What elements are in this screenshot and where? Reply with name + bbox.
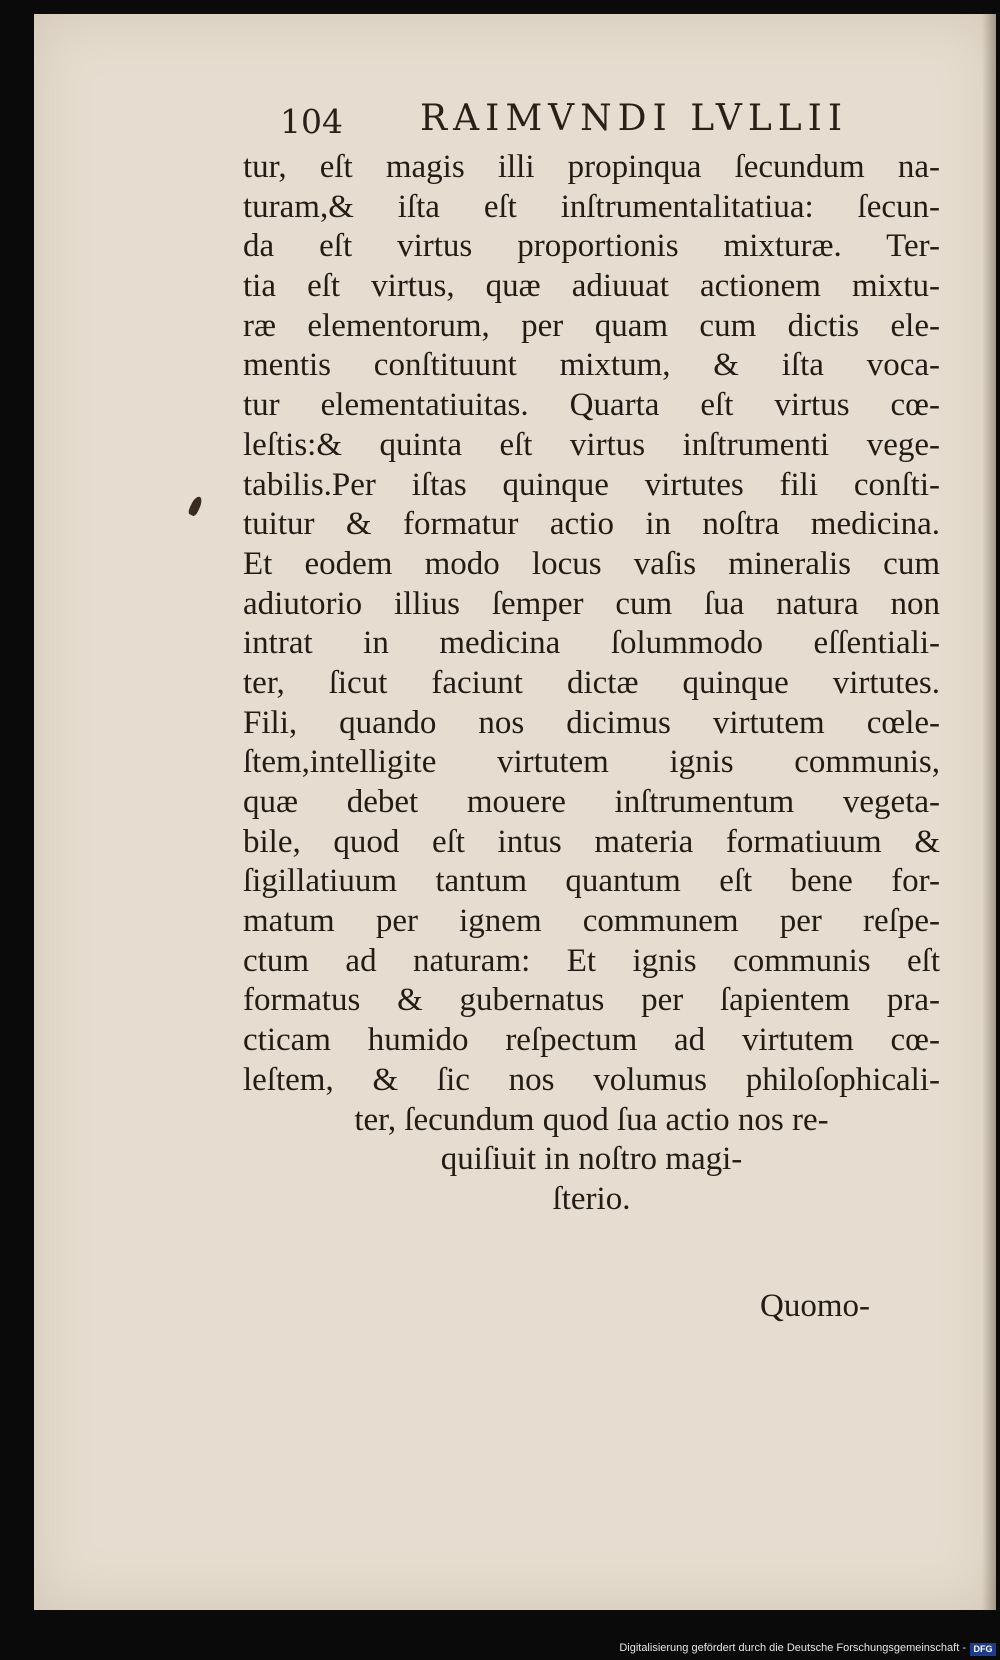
text-line: leſtem, & ſic nos volumus philoſophicali- bbox=[243, 1061, 940, 1098]
dfg-logo-icon: DFG bbox=[970, 1643, 996, 1656]
text-line: tia eſt virtus, quæ adiuuat actionem mixtu- bbox=[243, 268, 940, 305]
running-title: RAIMVNDI LVLLII bbox=[420, 98, 849, 139]
text-line: Et eodem modo locus vaſis mineralis cum bbox=[243, 545, 940, 582]
text-line: intrat in medicina ſolummodo eſſentiali- bbox=[243, 625, 940, 662]
page-number: 104 bbox=[280, 102, 343, 141]
catchword: Quomo- bbox=[760, 1288, 870, 1324]
body-text bbox=[243, 148, 940, 1220]
text-line: turam,& iſta eſt inſtrumentalitatiua: ſecun- bbox=[243, 188, 940, 225]
text-line: bile, quod eſt intus materia formatiuum & bbox=[243, 823, 940, 860]
text-line: quiſiuit in noſtro magi- bbox=[440, 1141, 743, 1178]
text-line: adiutorio illius ſemper cum ſua natura non bbox=[243, 585, 940, 622]
text-line: mentis conſtituunt mixtum, & iſta voca- bbox=[243, 347, 940, 384]
text-line: formatus & gubernatus per ſapientem pra- bbox=[243, 982, 940, 1019]
text-line: matum per ignem communem per reſpe- bbox=[243, 903, 940, 940]
text-line: ſigillatiuum tantum quantum eſt bene for- bbox=[243, 863, 940, 900]
text-line: quæ debet mouere inſtrumentum vegeta- bbox=[243, 784, 940, 820]
digitization-credit: Digitalisierung gefördert durch die Deutsche Forschungsgemeinschaft - bbox=[619, 1642, 966, 1654]
text-line: leſtis:& quinta eſt virtus inſtrumenti vege- bbox=[243, 426, 940, 463]
running-head bbox=[280, 94, 960, 148]
text-line: tuitur & formatur actio in noſtra medicina. bbox=[243, 506, 940, 543]
text-line: tur, eſt magis illi propinqua ſecundum na- bbox=[243, 149, 940, 185]
text-line: tabilis.Per iſtas quinque virtutes fili conſti- bbox=[243, 466, 940, 503]
text-line: tur elementatiuitas. Quarta eſt virtus cœ- bbox=[243, 387, 940, 424]
text-line: ctum ad naturam: Et ignis communis eſt bbox=[243, 942, 940, 979]
text-line: Fili, quando nos dicimus virtutem cœle- bbox=[243, 704, 940, 741]
text-line: ter, ſicut faciunt dictæ quinque virtutes. bbox=[243, 664, 940, 701]
text-line: ræ elementorum, per quam cum dictis ele- bbox=[243, 307, 940, 344]
text-line: cticam humido reſpectum ad virtutem cœ- bbox=[243, 1022, 940, 1059]
text-line: ter, ſecundum quod ſua actio nos re- bbox=[354, 1101, 829, 1138]
text-line: da eſt virtus proportionis mixturæ. Ter- bbox=[243, 228, 940, 265]
footer-bar bbox=[0, 1640, 1000, 1660]
text-line: ſterio. bbox=[552, 1180, 631, 1217]
text-line: ſtem,intelligite virtutem ignis communis, bbox=[243, 744, 940, 781]
